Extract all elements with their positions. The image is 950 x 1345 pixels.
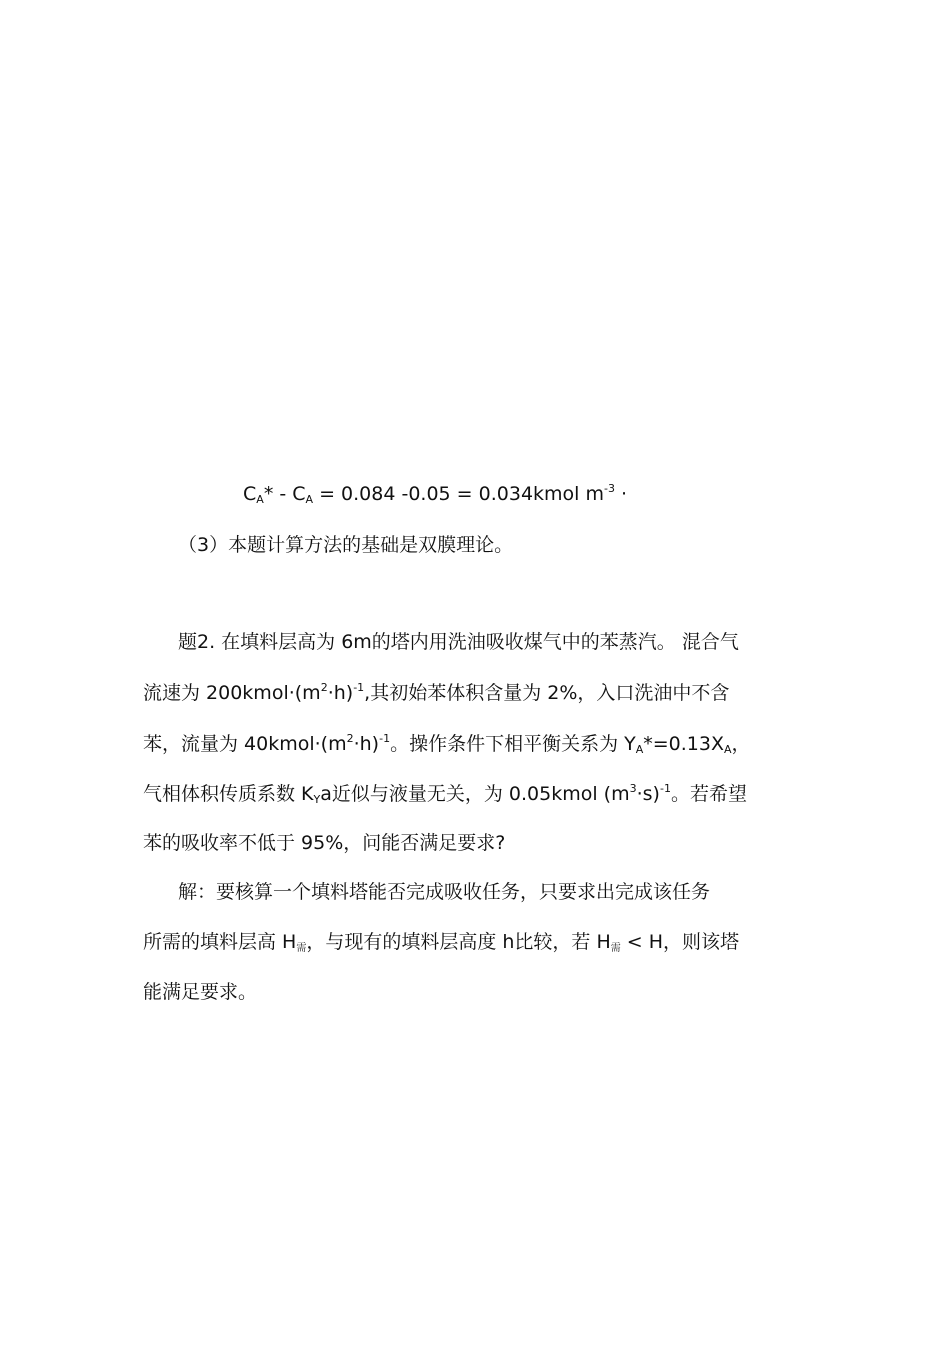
solution-line3: 能满足要求。 [143, 981, 258, 1003]
text-run: a近似与液量无关，为 0.05kmol (m [320, 783, 630, 805]
eq-sub: A [305, 493, 314, 506]
text-run: ，与现有的填料层高度 h比较，若 H [306, 931, 611, 953]
text-run: 流速为 200kmol·(m [143, 682, 321, 704]
subscript: 需 [610, 943, 621, 954]
problem2-line5: 苯的吸收率不低于 95%，问能否满足要求? [143, 832, 506, 854]
note-3: （3）本题计算方法的基础是双膜理论。 [178, 534, 514, 556]
eq-text: C [243, 483, 257, 505]
problem2-line4 [143, 781, 747, 807]
subscript: A [635, 743, 644, 756]
solution-line2 [143, 929, 739, 955]
text-run: ·h) [327, 682, 354, 704]
superscript: 2 [320, 681, 328, 694]
problem2-line1: 题2. 在填料层高为 6m的塔内用洗油吸收煤气中的苯蒸汽。 混合气 [178, 631, 739, 653]
text-run: ,其初始苯体积含量为 2%，入口洗油中不含 [364, 682, 730, 704]
superscript: -1 [353, 681, 365, 694]
text-run: 。若希望 [670, 783, 747, 805]
text-run: ·h) [353, 733, 380, 755]
text-run: 。操作条件下相平衡关系为 Y [390, 733, 636, 755]
text-run: 气相体积传质系数 K [143, 783, 314, 805]
subscript: A [724, 743, 732, 756]
eq-sub: A [256, 493, 264, 506]
eq-text: * - C [263, 483, 306, 505]
subscript: 需 [296, 943, 307, 954]
problem2-line3 [143, 731, 751, 757]
eq-sup: -3 [604, 482, 615, 495]
text-run: < H，则该塔 [620, 931, 740, 953]
equation-line [243, 481, 627, 507]
problem2-line2 [143, 680, 729, 706]
text-run: 苯，流量为 40kmol·(m [143, 733, 347, 755]
superscript: 2 [346, 732, 354, 745]
subscript: Y [313, 793, 321, 806]
superscript: -1 [659, 782, 671, 795]
eq-text: · [614, 483, 628, 505]
text-run: ， [731, 733, 751, 755]
eq-text: = 0.084 -0.05 = 0.034kmol m [313, 483, 604, 505]
text-run: 所需的填料层高 H [143, 931, 297, 953]
superscript: 3 [629, 782, 637, 795]
solution-line1: 解：要核算一个填料塔能否完成吸收任务，只要求出完成该任务 [178, 881, 711, 903]
superscript: -1 [379, 732, 391, 745]
text-run: *=0.13X [643, 733, 724, 755]
text-run: ·s) [636, 783, 660, 805]
